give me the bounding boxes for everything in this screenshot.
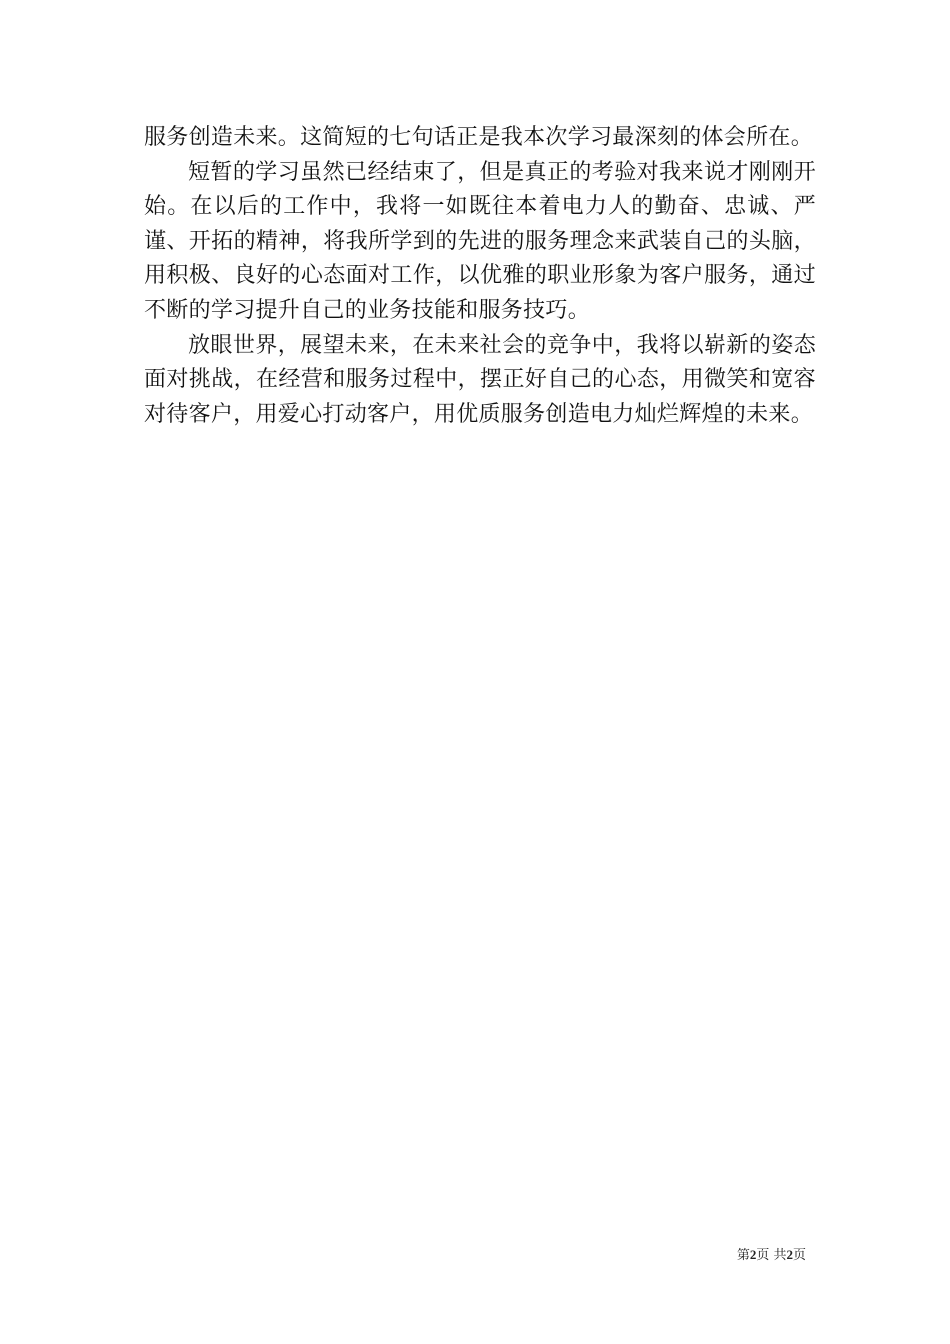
current-page-number: 2 (749, 1247, 757, 1262)
document-body (144, 121, 816, 432)
footer-prefix: 第 (736, 1248, 750, 1263)
paragraph-future-outlook: 放眼世界，展望未来，在未来社会的竞争中，我将以崭新的姿态面对挑战，在经营和服务过程中，摆正好自己的心态，用微笑和宽容对待客户，用爱心打动客户，用优质服务创造电力灿烂辉煌的未来。 (144, 332, 816, 427)
page-footer (737, 1246, 806, 1265)
paragraph-continuation: 服务创造未来。这简短的七句话正是我本次学习最深刻的体会所在。 (144, 125, 814, 150)
total-pages-number: 2 (786, 1247, 793, 1262)
footer-suffix: 页 (792, 1248, 806, 1263)
footer-middle: 页 共 (756, 1248, 787, 1263)
paragraph-study-reflection: 短暂的学习虽然已经结束了，但是真正的考验对我来说才刚刚开始。在以后的工作中，我将一如既往本着电力人的勤奋、忠诚、严谨、开拓的精神，将我所学到的先进的服务理念来武装自己的头脑，用积极、良好的心态面对工作，以优雅的职业形象为客户服务，通过不断的学习提升自己的业务技能和服务技巧。 (144, 159, 816, 323)
